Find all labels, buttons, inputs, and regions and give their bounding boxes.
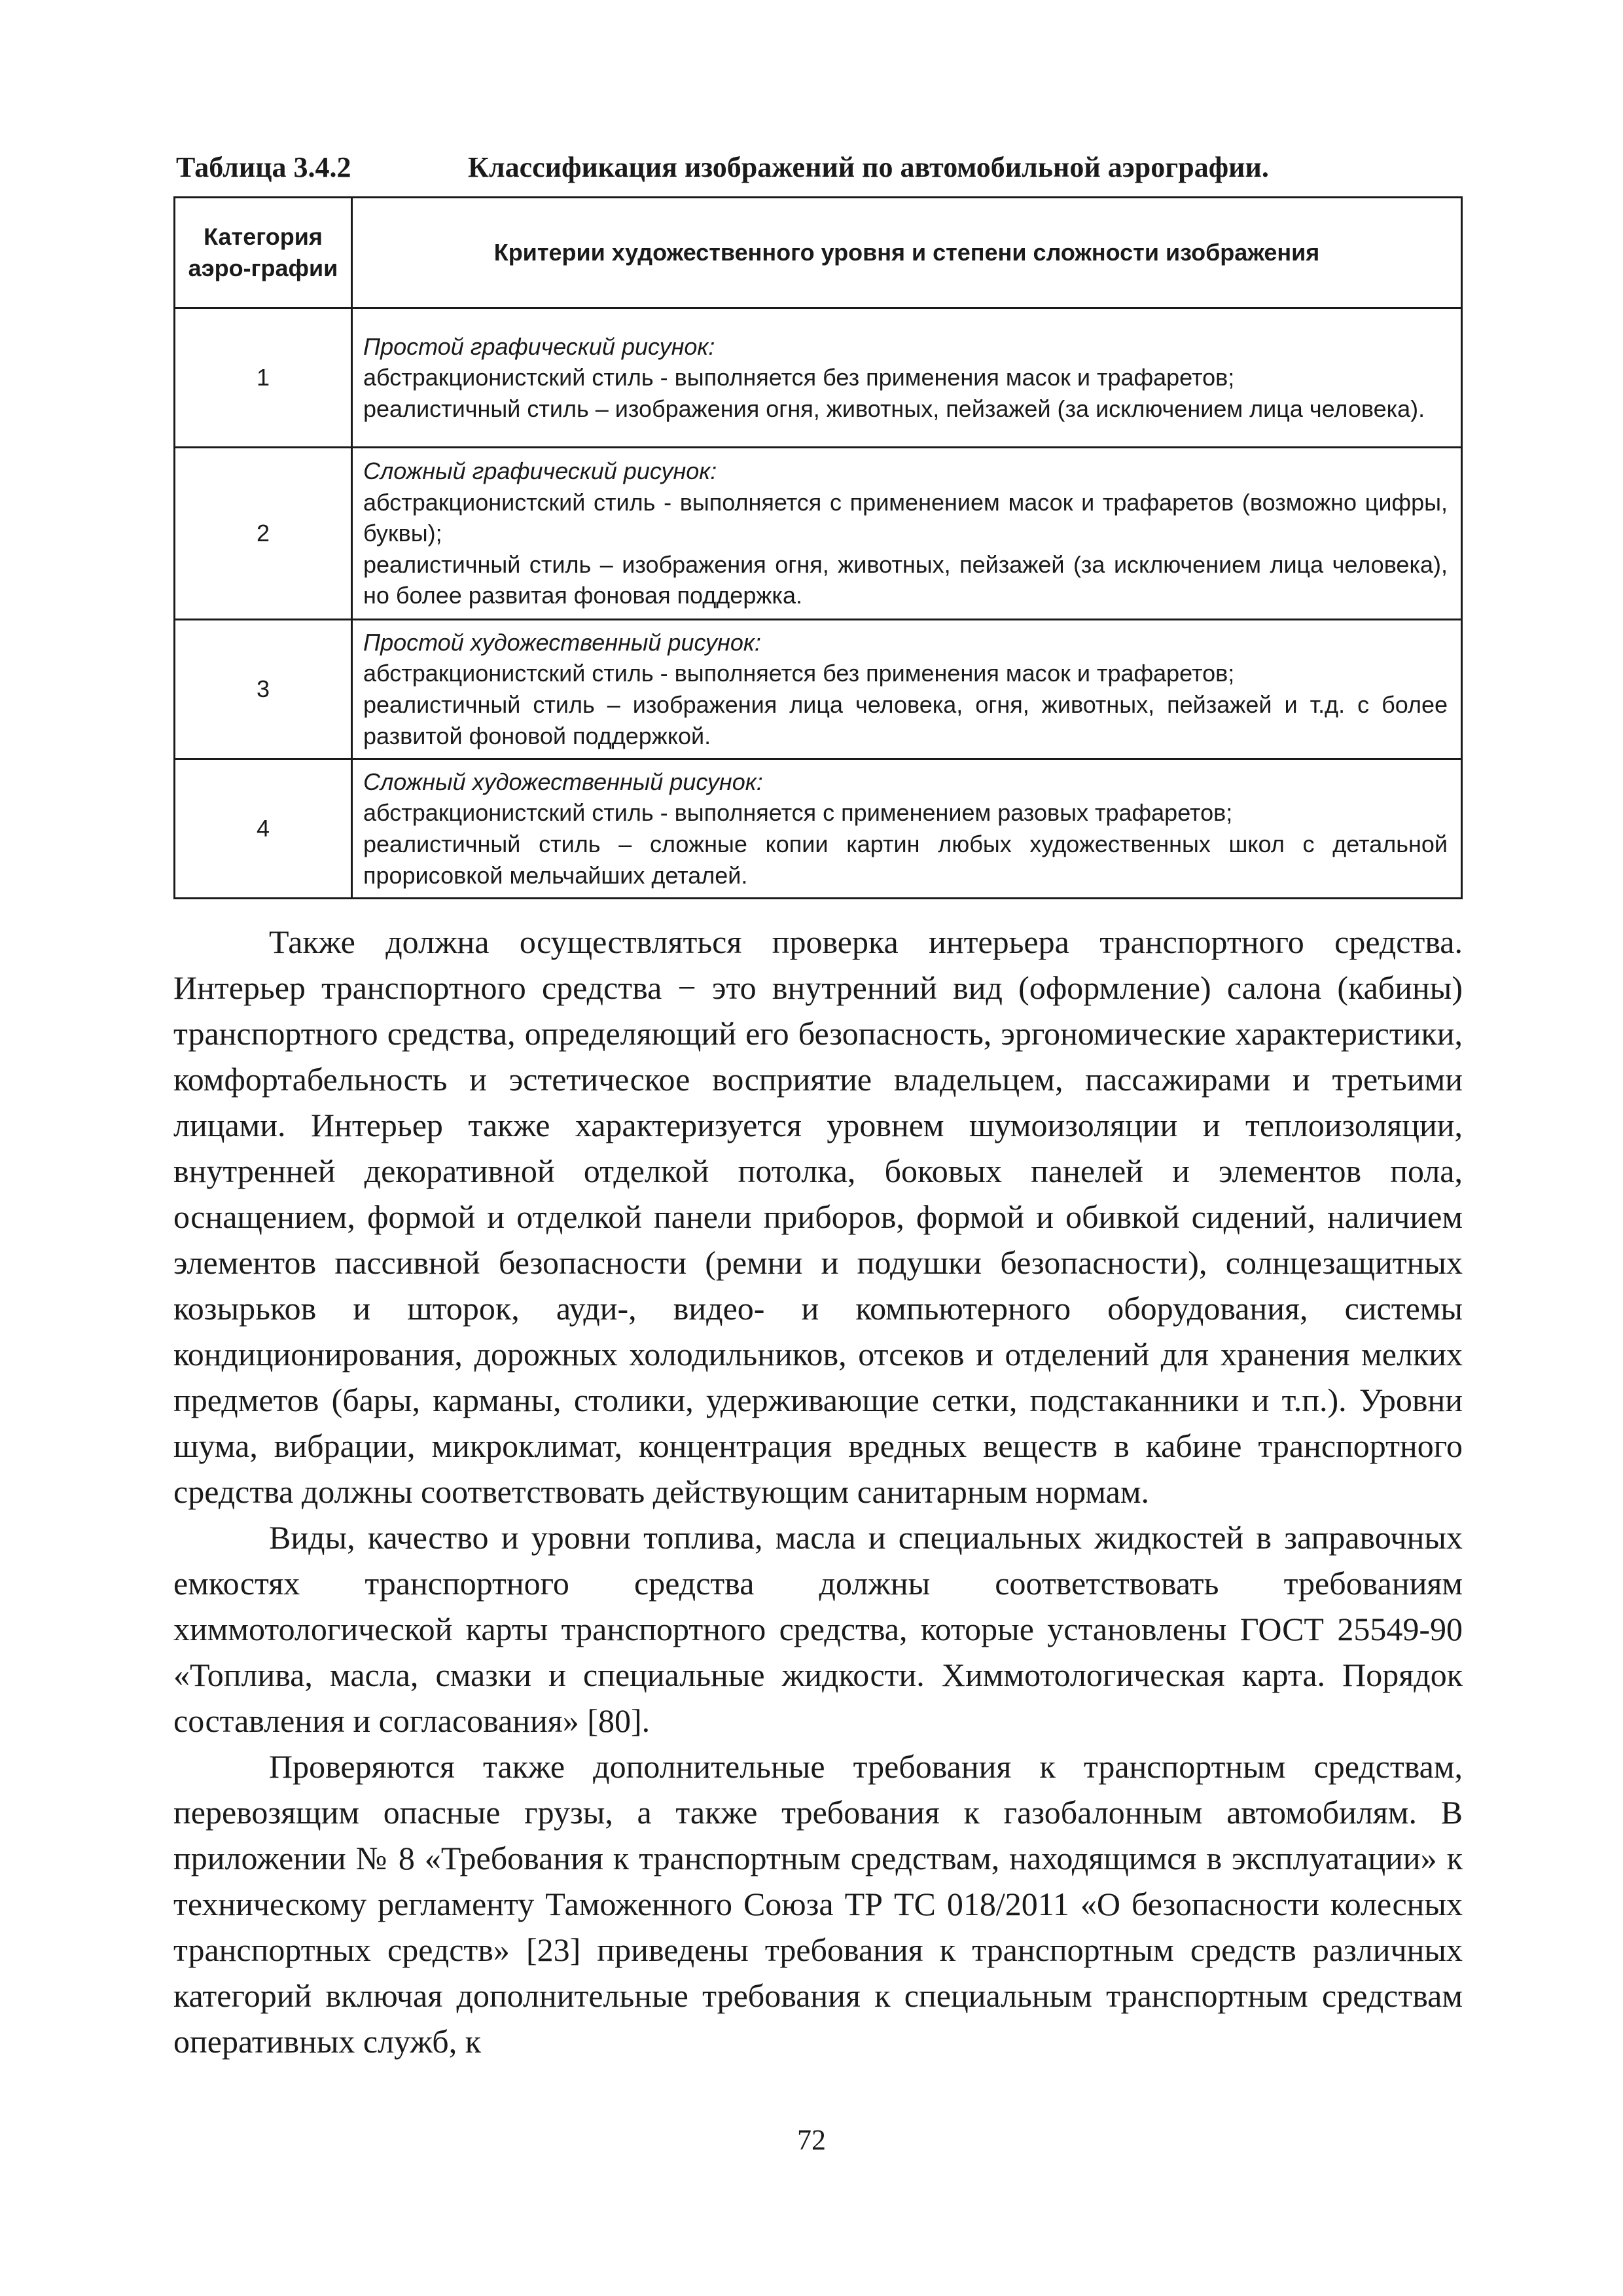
criteria-line: реалистичный стиль – сложные копии картин любых художественных школ с детальной прорисовкой мельчайших деталей. <box>363 831 1448 889</box>
paragraph: Проверяются также дополнительные требования к транспортным средствам, перевозящим опасные грузы, а также требования к газобалонным автомобилям. В приложении № 8 «Требования к транспортным средствам, находящимся в эксплуатации» к техническому регламенту Таможенного Союза ТР ТС 018/2011 «О безопасности колесных транспортных средств» [23] приведены требования к транспортным средств различных категорий включая дополнительные требования к специальным транспортным средствам оперативных служб, к <box>173 1748 1463 2060</box>
table-row <box>175 620 1462 759</box>
criteria-line: абстракционистский стиль - выполняется без применения масок и трафаретов; <box>363 364 1235 391</box>
classification-table <box>173 196 1463 899</box>
header-category: Категория аэро-графии <box>175 198 352 308</box>
table-row <box>175 448 1462 620</box>
paragraph: Виды, качество и уровни топлива, масла и специальных жидкостей в заправочных емкостях транспортного средства должны соответствовать требованиям химмотологической карты транспортного средства, которые установлены ГОСТ 25549-90 «Топлива, масла, смазки и специальные жидкости. Химмотологическая карта. Порядок составления и согласования» [80]. <box>173 1519 1463 1739</box>
criteria-line: реалистичный стиль – изображения огня, животных, пейзажей (за исключением лица человека). <box>363 395 1425 422</box>
criteria-line: абстракционистский стиль - выполняется без применения масок и трафаретов; <box>363 660 1235 687</box>
row-criteria <box>352 620 1462 759</box>
table-header-row <box>175 198 1462 308</box>
table-row <box>175 759 1462 899</box>
document-page <box>173 151 1463 2064</box>
criteria-line: абстракционистский стиль - выполняется с применением масок и трафаретов (возможно цифры, буквы); <box>363 488 1448 547</box>
table-caption <box>173 151 1463 196</box>
criteria-line: абстракционистский стиль - выполняется с применением разовых трафаретов; <box>363 799 1233 827</box>
criteria-title: Простой художественный рисунок: <box>363 628 761 656</box>
criteria-title: Сложный художественный рисунок: <box>363 768 763 795</box>
row-category: 3 <box>175 620 352 759</box>
table-number: Таблица 3.4.2 <box>176 151 351 183</box>
body-text <box>173 919 1463 2064</box>
row-criteria <box>352 308 1462 448</box>
row-category: 2 <box>175 448 352 620</box>
criteria-line: реалистичный стиль – изображения огня, животных, пейзажей (за исключением лица человека), но более развитая фоновая поддержка. <box>363 550 1448 609</box>
table-title: Классификация изображений по автомобильной аэрографии. <box>468 151 1269 183</box>
criteria-title: Сложный графический рисунок: <box>363 457 717 485</box>
criteria-title: Простой графический рисунок: <box>363 332 715 360</box>
header-criteria: Критерии художественного уровня и степени сложности изображения <box>352 198 1462 308</box>
page-number: 72 <box>797 2124 826 2156</box>
row-category: 4 <box>175 759 352 899</box>
row-criteria <box>352 759 1462 899</box>
criteria-line: реалистичный стиль – изображения лица человека, огня, животных, пейзажей и т.д. с более развитой фоновой поддержкой. <box>363 691 1448 749</box>
paragraph: Также должна осуществляться проверка интерьера транспортного средства. Интерьер транспортного средства − это внутренний вид (оформление) салона (кабины) транспортного средства, определяющий его безопасность, эргономические характеристики, комфортабельность и эстетическое восприятие владельцем, пассажирами и третьими лицами. Интерьер также характеризуется уровнем шумоизоляции и теплоизоляции, внутренней декоративной отделкой потолка, боковых панелей и элементов пола, оснащением, формой и отделкой панели приборов, формой и обивкой сидений, наличием элементов пассивной безопасности (ремни и подушки безопасности), солнцезащитных козырьков и шторок, ауди-, видео- и компьютерного оборудования, системы кондиционирования, дорожных холодильников, отсеков и отделений для хранения мелких предметов (бары, карманы, столики, удерживающие сетки, подстаканники и т.п.). Уровни шума, вибрации, микроклимат, концентрация вредных веществ в кабине транспортного средства должны соответствовать действующим санитарным нормам. <box>173 924 1463 1510</box>
row-category: 1 <box>175 308 352 448</box>
table-row <box>175 308 1462 448</box>
row-criteria <box>352 448 1462 620</box>
